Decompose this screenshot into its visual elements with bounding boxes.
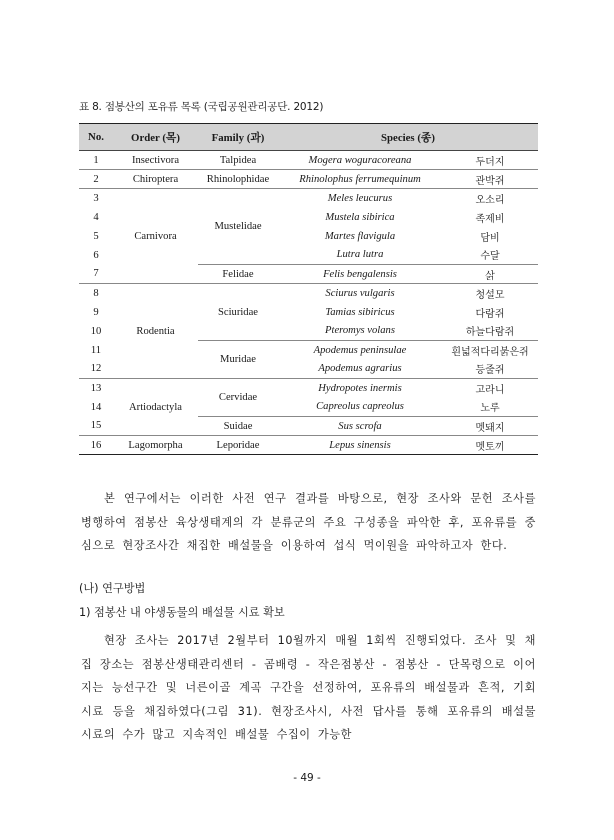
cell-korean-name: 하늘다람쥐 bbox=[465, 327, 515, 339]
table-row bbox=[79, 436, 538, 455]
cell-order: Chiroptera bbox=[113, 170, 198, 189]
cell-family: Sciuridae bbox=[198, 284, 278, 341]
mammal-list-table bbox=[79, 123, 538, 455]
cell-korean-name: 관박쥐 bbox=[442, 170, 538, 189]
cell-korean-name: 오소리 bbox=[442, 189, 538, 208]
subsection-heading: 1) 점봉산 내 야생동물의 배설물 시료 확보 bbox=[79, 606, 285, 619]
cell-no: 1 bbox=[93, 154, 99, 166]
cell-species: Capreolus capreolus bbox=[316, 401, 404, 413]
cell-order: Artiodactyla bbox=[113, 379, 198, 436]
cell-family: Mustelidae bbox=[198, 189, 278, 265]
section-heading-method: (나) 연구방법 bbox=[79, 582, 146, 595]
cell-korean-name: 멧토끼 bbox=[442, 436, 538, 455]
page-number: - 49 - bbox=[293, 772, 321, 784]
cell-species: Mogera woguracoreana bbox=[308, 154, 412, 166]
cell-no: 8 bbox=[79, 284, 113, 303]
cell-order: Lagomorpha bbox=[113, 436, 198, 455]
cell-no: 13 bbox=[79, 379, 113, 398]
body-paragraph-intro: 본 연구에서는 이러한 사전 연구 결과를 바탕으로, 현장 조사와 문헌 조사를 병행하여 점봉산 육상생태계의 각 분류군의 주요 구성종을 파악한 후, 포유류를 중심으로 현장조사간 채집한 배설물을 이용하여 섭식 먹이원을 파악하고자 한다. bbox=[81, 492, 536, 552]
cell-korean-name: 족제비 bbox=[475, 213, 505, 225]
table-row bbox=[79, 151, 538, 170]
cell-no: 3 bbox=[79, 189, 113, 208]
header-order: Order (목) bbox=[113, 124, 198, 151]
cell-species: Mustela sibirica bbox=[325, 211, 395, 223]
cell-species: Pteromys volans bbox=[325, 325, 395, 337]
table-row bbox=[79, 379, 538, 398]
cell-no: 2 bbox=[79, 170, 113, 189]
cell-no: 6 bbox=[93, 249, 99, 261]
cell-species: Hydropotes inermis bbox=[278, 379, 442, 398]
table-row bbox=[79, 284, 538, 303]
cell-no: 16 bbox=[79, 436, 113, 455]
cell-species: Martes flavigula bbox=[324, 230, 396, 242]
cell-no: 11 bbox=[90, 344, 102, 356]
cell-family: Felidae bbox=[198, 265, 278, 284]
cell-family: Leporidae bbox=[198, 436, 278, 455]
cell-species: Sus scrofa bbox=[278, 417, 442, 436]
cell-korean-name: 다람쥐 bbox=[475, 308, 505, 320]
cell-no: 10 bbox=[90, 325, 102, 337]
cell-species: Meles leucurus bbox=[278, 189, 442, 208]
cell-species: Apodemus agrarius bbox=[318, 363, 402, 375]
table-row bbox=[79, 170, 538, 189]
table-row bbox=[79, 189, 538, 208]
table-caption: 표 8. 점봉산의 포유류 목록 (국립공원관리공단. 2012) bbox=[79, 101, 324, 113]
cell-species: Apodemus peninsulae bbox=[278, 341, 442, 360]
cell-species: Lutra lutra bbox=[336, 249, 384, 261]
cell-species: Tamias sibiricus bbox=[325, 306, 395, 318]
cell-family: Suidae bbox=[198, 417, 278, 436]
cell-korean-name: 청설모 bbox=[442, 284, 538, 303]
cell-order: Insectivora bbox=[131, 154, 180, 166]
cell-no: 5 bbox=[93, 230, 99, 242]
header-no: No. bbox=[79, 124, 113, 151]
cell-species: Sciurus vulgaris bbox=[278, 284, 442, 303]
cell-korean-name: 흰넓적다리붉은쥐 bbox=[442, 341, 538, 360]
cell-order: Carnivora bbox=[113, 189, 198, 284]
cell-korean-name: 두더지 bbox=[475, 156, 505, 168]
body-paragraph-fieldwork: 현장 조사는 2017년 2월부터 10월까지 매월 1회씩 진행되었다. 조사 및 채집 장소는 점봉산생태관리센터 - 곰배령 - 작은점봉산 - 점봉산 - 단목령으로 이어지는 능선구간 및 너른이골 계곡 구간을 선정하여, 포유류의 배설물과 흔적, 기회시료 등을 채집하였다(그림 31). 현장조사시, 사전 답사를 통해 포유류의 배설물 시료의 수가 많고 지속적인 배설물 수집이 가능한 bbox=[81, 634, 536, 741]
cell-korean-name: 고라니 bbox=[442, 379, 538, 398]
cell-no: 9 bbox=[93, 306, 99, 318]
header-species: Species (종) bbox=[278, 124, 538, 151]
header-family: Family (과) bbox=[198, 124, 278, 151]
cell-korean-name: 노루 bbox=[480, 403, 500, 415]
cell-no: 12 bbox=[90, 363, 102, 375]
cell-family: Cervidae bbox=[198, 379, 278, 417]
cell-order: Rodentia bbox=[113, 284, 198, 379]
cell-species: Rhinolophus ferrumequinum bbox=[278, 170, 442, 189]
cell-no: 7 bbox=[93, 268, 99, 280]
cell-korean-name: 담비 bbox=[480, 232, 500, 244]
cell-korean-name: 삵 bbox=[442, 265, 538, 284]
table-header-row bbox=[79, 124, 538, 151]
cell-family: Rhinolophidae bbox=[198, 170, 278, 189]
cell-family: Talpidea bbox=[219, 154, 257, 166]
cell-no: 14 bbox=[90, 401, 102, 413]
cell-species: Felis bengalensis bbox=[278, 265, 442, 284]
cell-species: Lepus sinensis bbox=[278, 436, 442, 455]
cell-family: Muridae bbox=[198, 341, 278, 379]
cell-no: 4 bbox=[93, 211, 99, 223]
cell-korean-name: 등줄쥐 bbox=[475, 365, 505, 377]
cell-no: 15 bbox=[90, 420, 102, 432]
cell-korean-name: 멧돼지 bbox=[442, 417, 538, 436]
cell-korean-name: 수달 bbox=[480, 251, 500, 263]
